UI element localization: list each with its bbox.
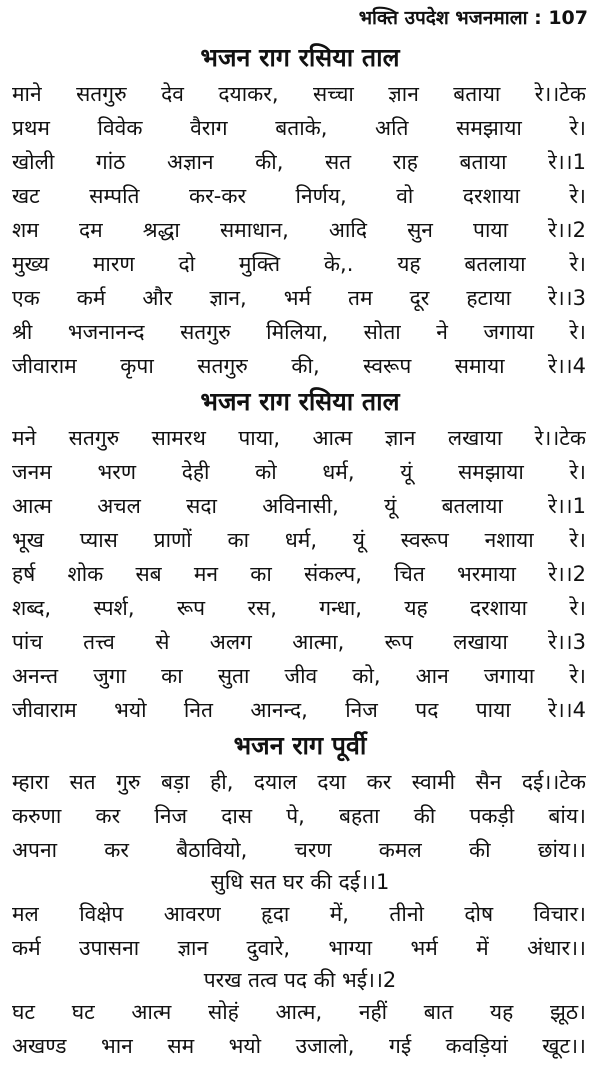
verse-line: आत्म अचल सदा अविनासी, यूं बतलाया रे।।1 — [12, 494, 586, 518]
verse-line: घट घट आत्म सोहं आत्म, नहीं बात यह झूठ। — [12, 1000, 586, 1024]
verse-line: पांच तत्त्व से अलग आत्मा, रूप लखाया रे।।3 — [12, 630, 586, 654]
page-header: भक्ति उपदेश भजनमाला : 107 — [358, 7, 588, 29]
verse-line: मने सतगुरु सामरथ पाया, आत्म ज्ञान लखाया रे।।टेक — [12, 426, 586, 450]
verse-line: म्हारा सत गुरु बड़ा ही, दयाल दया कर स्वामी सैन दई।।टेक — [12, 770, 586, 794]
verse-line: करुणा कर निज दास पे, बहता की पकड़ी बांय। — [12, 804, 586, 828]
verse-line: कर्म उपासना ज्ञान दुवारे, भाग्या भर्म में अंधार।। — [12, 936, 586, 960]
verse-line: शम दम श्रद्धा समाधान, आदि सुन पाया रे।।2 — [12, 218, 586, 242]
verse-line: अपना कर बैठावियो, चरण कमल की छांय।। — [12, 838, 586, 862]
verse-line: अखण्ड भान सम भयो उजालो, गई कवड़ियां खूट।। — [12, 1034, 586, 1058]
section-2-title: भजन राग रसिया ताल — [200, 387, 400, 416]
section-1-title: भजन राग रसिया ताल — [200, 43, 400, 72]
verse-line: जीवाराम कृपा सतगुरु की, स्वरूप समाया रे।।4 — [12, 354, 586, 378]
verse-line: खोली गांठ अज्ञान की, सत राह बताया रे।।1 — [12, 150, 586, 174]
verse-line: प्रथम विवेक वैराग बताके, अति समझाया रे। — [12, 116, 586, 140]
verse-line: मुख्य मारण दो मुक्ति के,. यह बतलाया रे। — [12, 252, 586, 276]
verse-line: जीवाराम भयो नित आनन्द, निज पद पाया रे।।4 — [12, 698, 586, 722]
refrain-line: सुधि सत घर की दई।।1 — [210, 870, 390, 894]
verse-line: श्री भजनानन्द सतगुरु मिलिया, सोता ने जगाया रे। — [12, 320, 586, 344]
section-3-title: भजन राग पूर्वी — [233, 731, 367, 760]
verse-line: शब्द, स्पर्श, रूप रस, गन्धा, यह दरशाया रे। — [12, 596, 586, 620]
verse-line: खट सम्पति कर-कर निर्णय, वो दरशाया रे। — [12, 184, 586, 208]
verse-line: हर्ष शोक सब मन का संकल्प, चित भरमाया रे।।2 — [12, 562, 586, 586]
verse-line: एक कर्म और ज्ञान, भर्म तम दूर हटाया रे।।3 — [12, 286, 586, 310]
verse-line: अनन्त जुगा का सुता जीव को, आन जगाया रे। — [12, 664, 586, 688]
refrain-line: परख तत्व पद की भई।।2 — [203, 968, 397, 992]
verse-line: माने सतगुरु देव दयाकर, सच्चा ज्ञान बताया रे।।टेक — [12, 82, 586, 106]
verse-line: मल विक्षेप आवरण हृदा में, तीनो दोष विचार। — [12, 902, 586, 926]
verse-line: भूख प्यास प्राणों का धर्म, यूं स्वरूप नशाया रे। — [12, 528, 586, 552]
verse-line: जनम भरण देही को धर्म, यूं समझाया रे। — [12, 460, 586, 484]
